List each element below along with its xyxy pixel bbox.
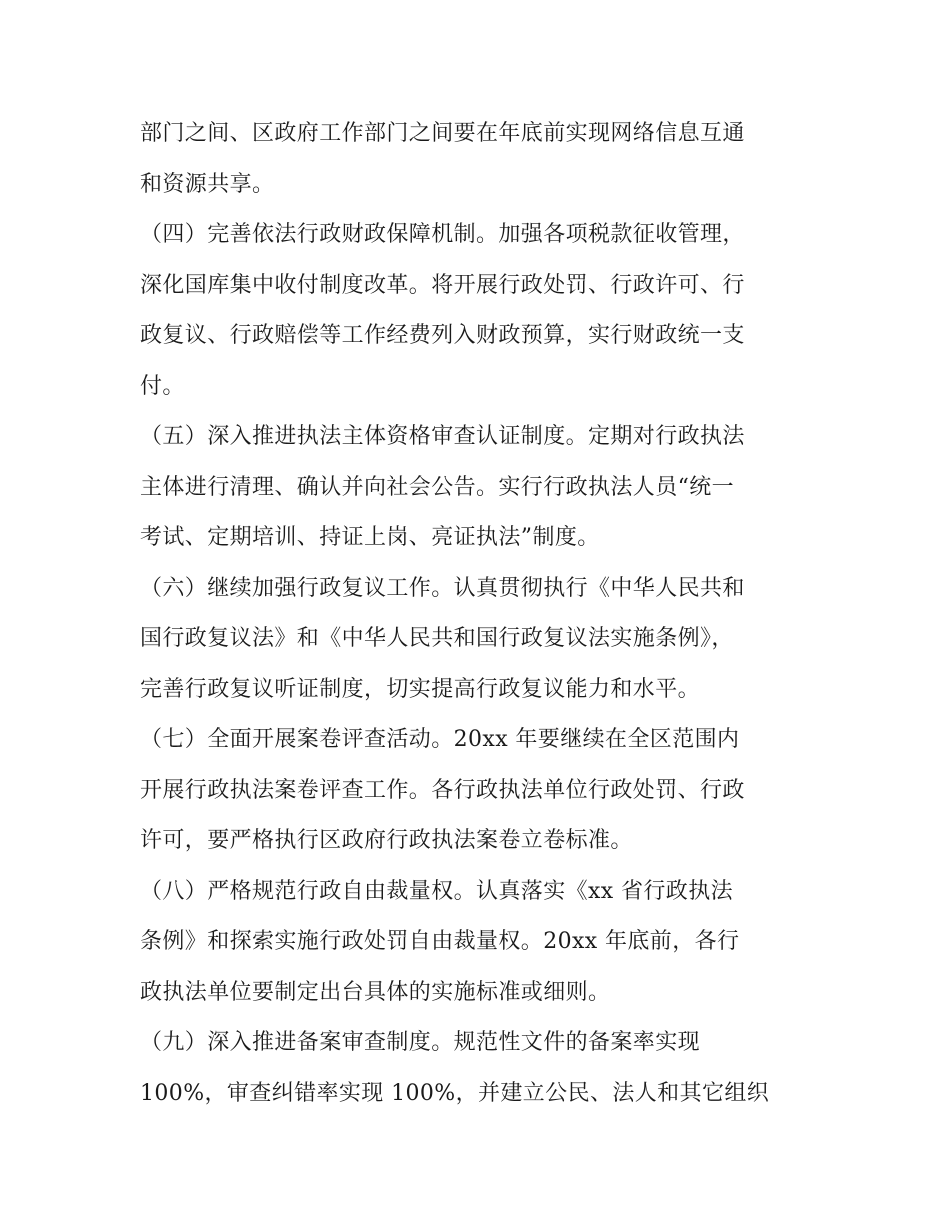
text-line-5: 政复议、行政赔偿等工作经费列入财政预算，实行财政统一支 [140,323,745,348]
text-line-8: 主体进行清理、确认并向社会公告。实行行政执法人员“统一 [140,474,735,500]
text-line-20: 100%，审查纠错率实现 100%，并建立公民、法人和其它组织 [140,1080,770,1106]
text-line-19: （九）深入推进备案审查制度。规范性文件的备案率实现 [140,1030,701,1055]
text-line-18: 政执法单位要制定出台具体的实施标准或细则。 [140,979,611,1005]
text-line-14: 开展行政执法案卷评查工作。各行政执法单位行政处罚、行政 [140,777,745,803]
text-line-9: 考试、定期培训、持证上岗、亮证执法”制度。 [140,525,600,550]
text-line-11: 国行政复议法》和《中华人民共和国行政复议法实施条例》， [140,626,734,651]
text-line-4: 深化国库集中收付制度改革。将开展行政处罚、行政许可、行 [140,272,745,298]
text-line-3: （四）完善依法行政财政保障机制。加强各项税款征收管理， [140,222,745,247]
text-line-7: （五）深入推进执法主体资格审查认证制度。定期对行政执法 [140,424,745,449]
text-line-10: （六）继续加强行政复议工作。认真贯彻执行《中华人民共和 [140,575,745,601]
text-line-13: （七）全面开展案卷评查活动。20xx 年要继续在全区范围内 [140,727,740,752]
text-line-17: 条例》和探索实施行政处罚自由裁量权。20xx 年底前，各行 [140,929,740,954]
text-line-15: 许可，要严格执行区政府行政执法案卷立卷标准。 [140,828,633,853]
text-line-2: 和资源共享。 [140,171,275,197]
text-line-16: （八）严格规范行政自由裁量权。认真落实《xx 省行政执法 [140,878,734,904]
text-line-6: 付。 [140,373,185,399]
text-line-12: 完善行政复议听证制度，切实提高行政复议能力和水平。 [140,676,701,702]
text-line-1: 部门之间、区政府工作部门之间要在年底前实现网络信息互通 [140,121,745,146]
document-body [140,109,820,1119]
